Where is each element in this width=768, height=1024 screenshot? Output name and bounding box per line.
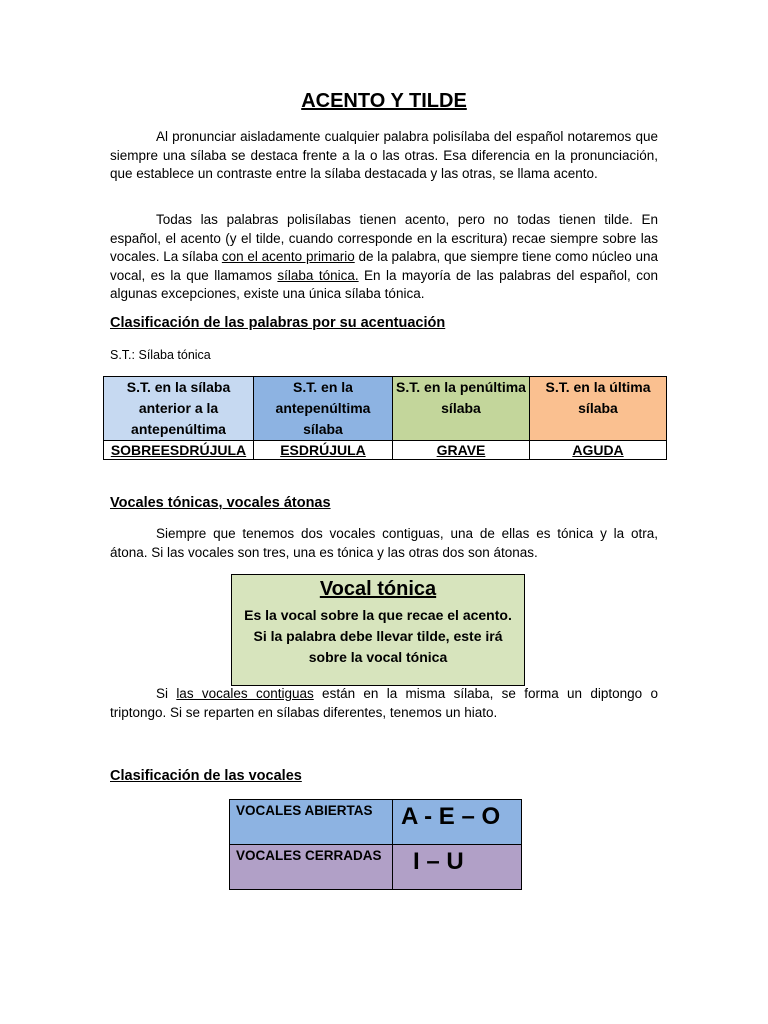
header-esdrujula: S.T. en la antepenúltima sílaba [254, 377, 393, 441]
header-grave: S.T. en la penúltima sílaba [393, 377, 530, 441]
type-sobreesdrujula: SOBREESDRÚJULA [104, 441, 254, 460]
accentuation-header-row [104, 377, 667, 441]
vowels-value-abiertas: A - E – O [393, 800, 522, 845]
heading-clasificacion-acentuacion: Clasificación de las palabras por su acentuación [110, 315, 446, 331]
paragraph-acento-text-b: de la palabra, que siempre tiene como núcleo una vocal, es la que llamamos [110, 249, 658, 283]
vowels-row-cerradas [230, 845, 522, 890]
underlined-acento-primario: con el acento primario [221, 249, 355, 264]
header-aguda: S.T. en la última sílaba [530, 377, 667, 441]
accentuation-table [103, 376, 667, 460]
page-title: ACENTO Y TILDE [301, 90, 467, 112]
paragraph-vocales-contiguas: Siempre que tenemos dos vocales contiguas, una de ellas es tónica y la otra, átona. Si las vocales son tres, una es tónica y las otras dos son átonas. [110, 526, 658, 560]
vowels-value-cerradas: I – U [393, 845, 522, 890]
paragraph-acento-text-c: En la mayoría de las palabras del español, con algunas excepciones, existe una única sílaba tónica. [110, 267, 658, 301]
type-esdrujula: ESDRÚJULA [254, 441, 393, 460]
vocal-tonica-box [231, 574, 525, 686]
underlined-silaba-tonica: sílaba tónica. [277, 267, 359, 283]
vowels-label-cerradas: VOCALES CERRADAS [230, 845, 393, 890]
type-grave: GRAVE [393, 441, 530, 460]
paragraph-diptongo-text-b: están en la misma sílaba, se forma un diptongo o triptongo. Si se reparten en sílabas diferentes, tenemos un hiato. [110, 686, 658, 720]
paragraph-diptongo-hiato [110, 685, 658, 722]
paragraph-diptongo-text-a: Si [156, 686, 177, 701]
vowels-table [229, 799, 522, 890]
heading-clasificacion-vocales: Clasificación de las vocales [110, 768, 302, 784]
type-aguda: AGUDA [530, 441, 667, 460]
heading-vocales-tonicas: Vocales tónicas, vocales átonas [110, 495, 331, 511]
accentuation-type-row [104, 441, 667, 460]
underlined-vocales-contiguas: las vocales contiguas [176, 686, 314, 701]
paragraph-acento [110, 211, 658, 304]
st-abbreviation-note: S.T.: Sílaba tónica [110, 348, 211, 362]
header-sobreesdrujula: S.T. en la sílaba anterior a la antepenúltima [104, 377, 254, 441]
paragraph-acento-text-a: Todas las palabras polisílabas tienen acento, pero no todas tienen tilde. En español, el acento (y el tilde, cuando corresponde en la escritura) recae siempre sobre las vocales. La sílaba [110, 212, 658, 264]
vocal-tonica-title: Vocal tónica [319, 578, 437, 600]
paragraph-intro: Al pronunciar aisladamente cualquier palabra polisílaba del español notaremos que siempre una sílaba se destaca frente a la o las otras. Esa diferencia en la pronunciación, que establece un contraste entre la sílaba destacada y las otras, se llama acento. [110, 129, 658, 181]
vocal-tonica-definition: Es la vocal sobre la que recae el acento. Si la palabra debe llevar tilde, este irá sobre la vocal tónica [244, 607, 512, 665]
vowels-row-abiertas [230, 800, 522, 845]
vowels-label-abiertas: VOCALES ABIERTAS [230, 800, 393, 845]
